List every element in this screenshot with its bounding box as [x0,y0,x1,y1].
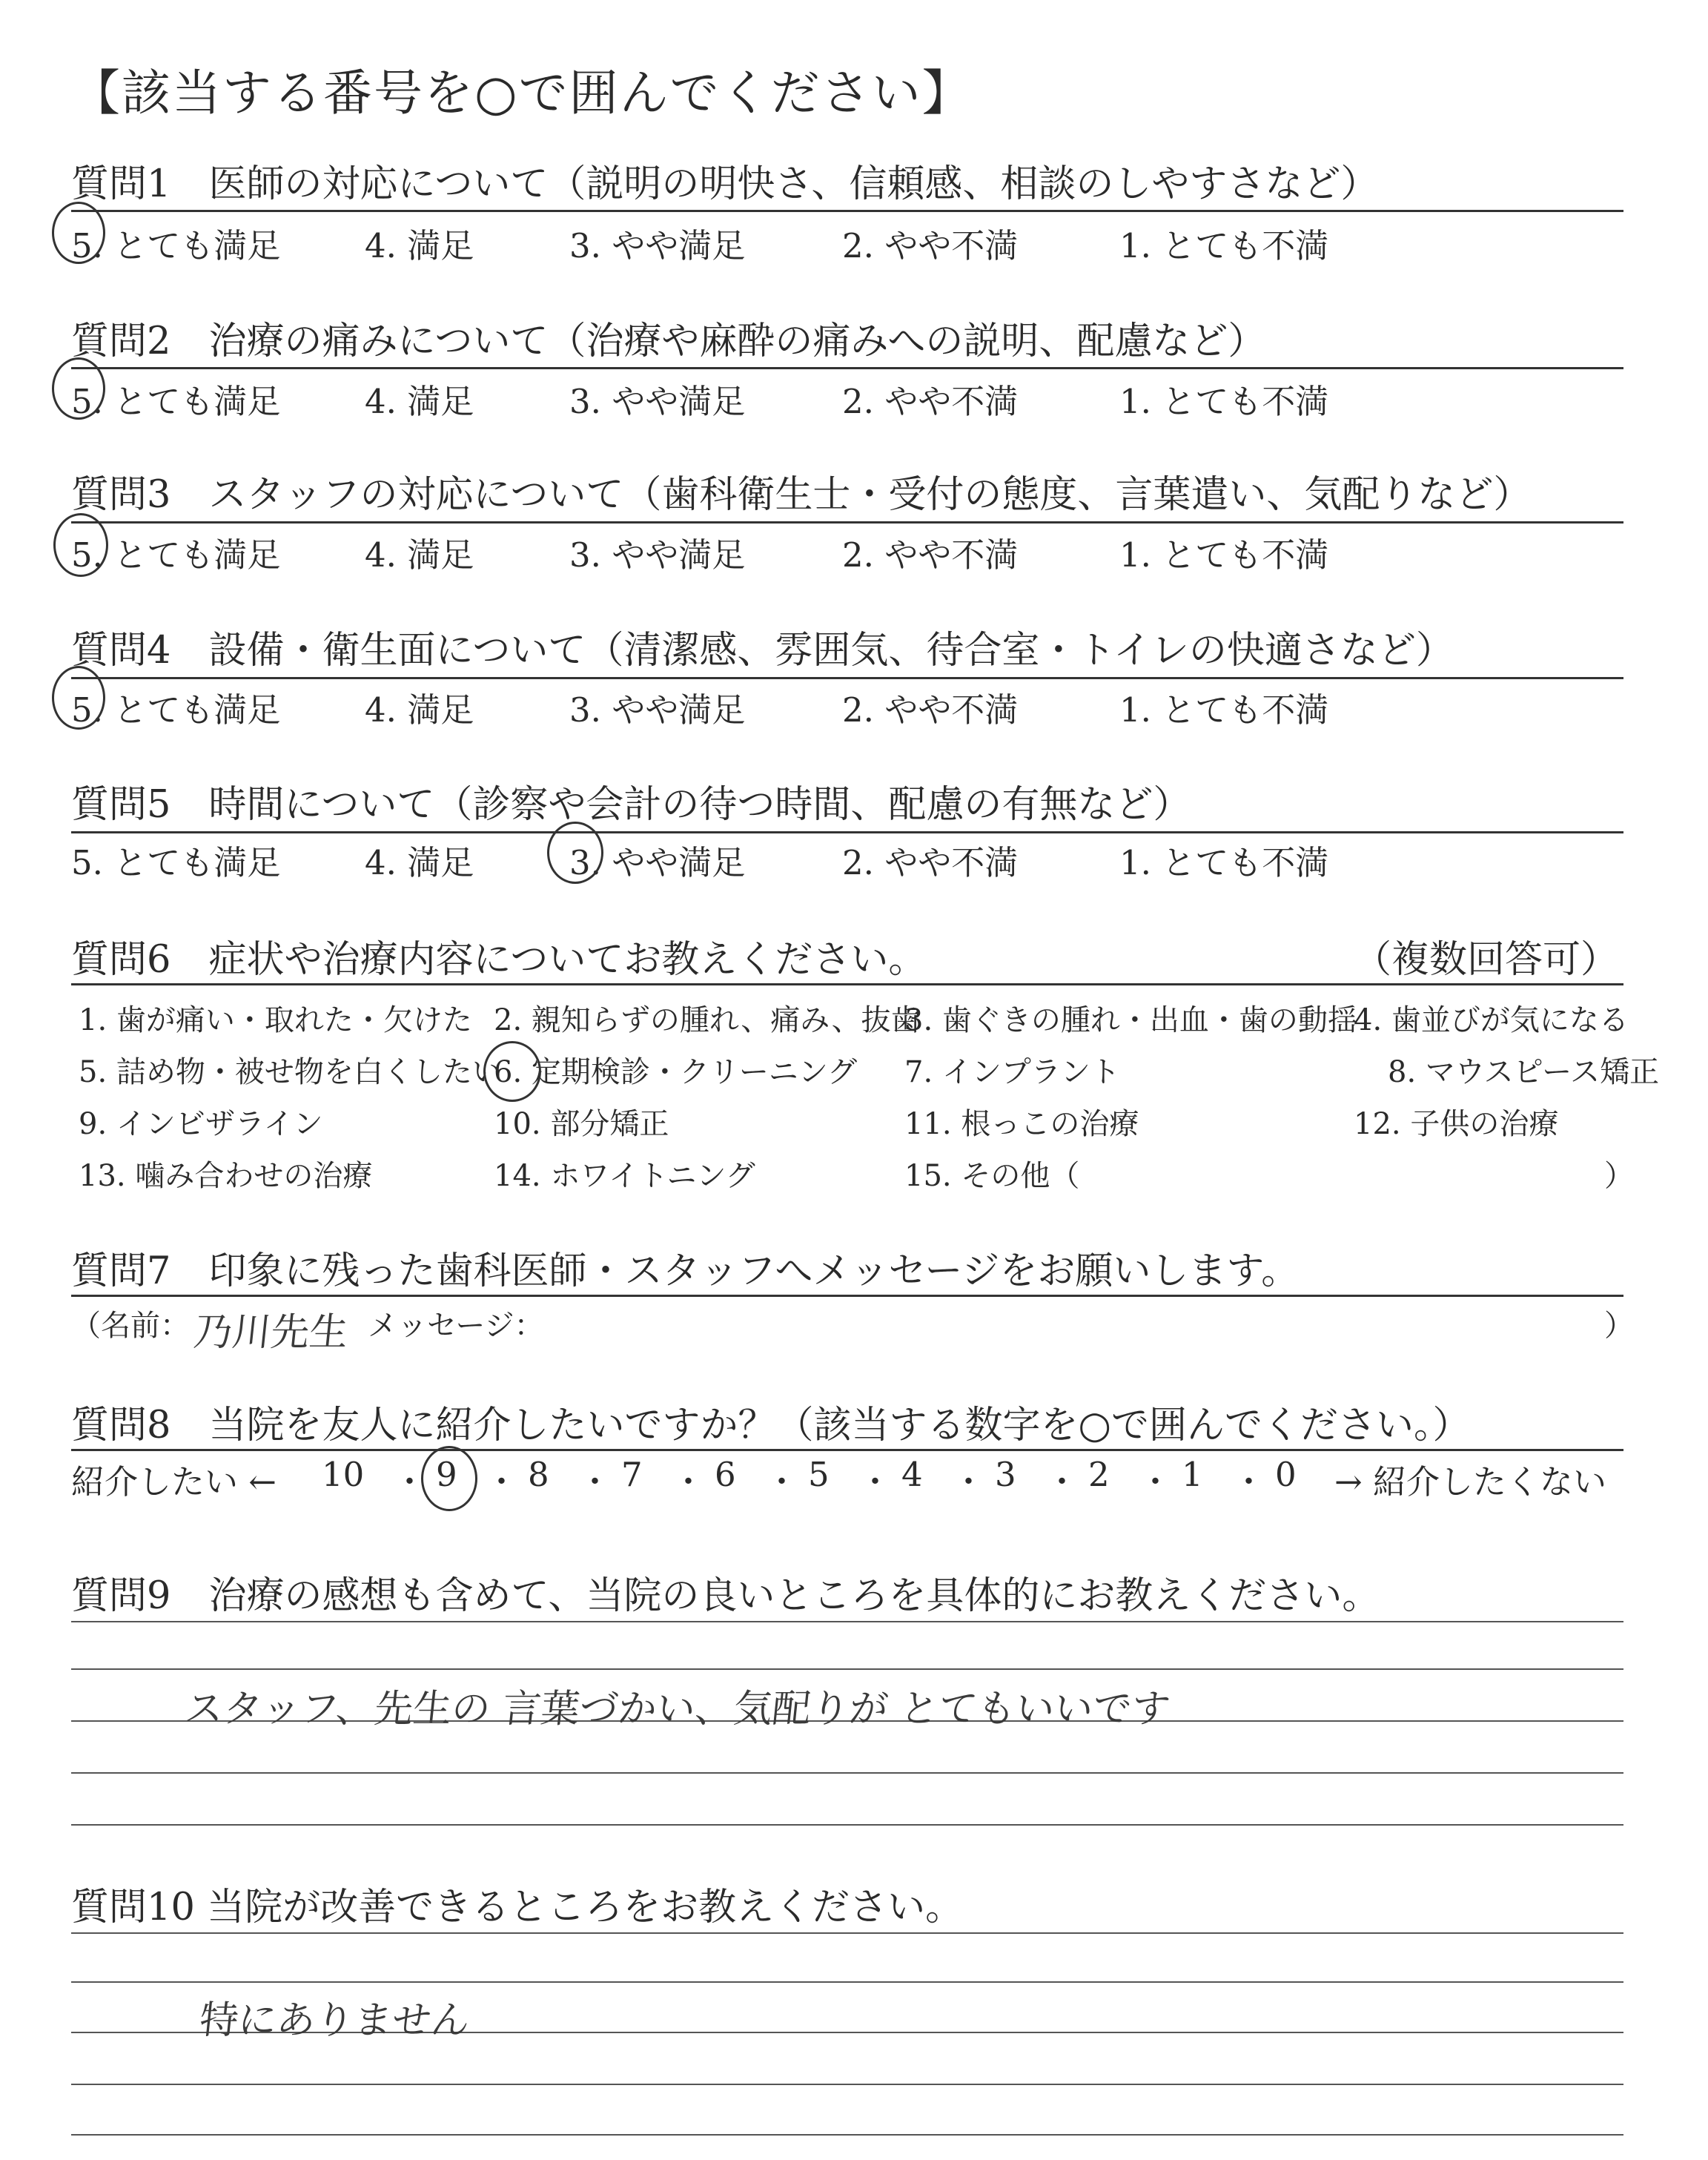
q8-scale-3[interactable]: 3 [995,1455,1016,1494]
q7-message-label: メッセージ： [368,1309,544,1343]
q7-name-label: （名前： [71,1309,190,1343]
q8-scale-0[interactable]: 0 [1275,1455,1297,1494]
q1-option-1[interactable]: 1. とても不満 [1119,226,1329,265]
q8-dot: ・ [393,1462,427,1502]
q2-title: 質問2 治療の痛みについて（治療や麻酔の痛みへの説明、配慮など） [71,320,1266,363]
q8-selection-circle [421,1446,477,1511]
q6-item-6[interactable]: 6. 定期検診・クリーニング [494,1055,858,1089]
q8-dot: ・ [1139,1462,1173,1502]
q5-option-2[interactable]: 2. やや不満 [842,843,1019,882]
q8-left-label: 紹介したい ← [71,1462,277,1502]
q9-line [71,1621,1623,1622]
q9-title: 質問9 治療の感想も含めて、当院の良いところを具体的にお教えください。 [71,1574,1380,1618]
q4-rule [71,677,1623,679]
q10-title: 質問10 当院が改善できるところをお教えください。 [71,1886,964,1929]
q3-option-3[interactable]: 3. やや満足 [569,535,746,575]
q3-option-5[interactable]: 5. とても満足 [71,535,281,575]
q7-rule [71,1295,1623,1297]
q4-option-2[interactable]: 2. やや不満 [842,690,1019,730]
q9-line [71,1668,1623,1670]
q4-option-3[interactable]: 3. やや満足 [569,690,746,730]
q9-line [71,1772,1623,1774]
q8-scale-4[interactable]: 4 [901,1455,923,1494]
q6-other-close-paren: ） [1604,1159,1634,1193]
q9-line [71,1824,1623,1826]
q2-rule [71,367,1623,369]
q6-item-11[interactable]: 11. 根っこの治療 [904,1107,1139,1141]
q1-rule [71,210,1623,212]
q2-option-2[interactable]: 2. やや不満 [842,382,1019,421]
q10-line [71,1932,1623,1934]
q6-item-3[interactable]: 3. 歯ぐきの腫れ・出血・歯の動揺 [904,1003,1357,1037]
q6-item-4[interactable]: 4. 歯並びが気になる [1354,1003,1629,1037]
q6-item-2[interactable]: 2. 親知らずの腫れ、痛み、抜歯 [494,1003,921,1037]
q6-item-1[interactable]: 1. 歯が痛い・取れた・欠けた [79,1003,472,1037]
q3-option-1[interactable]: 1. とても不満 [1119,535,1329,575]
q3-option-4[interactable]: 4. 満足 [365,535,474,575]
q9-handwritten-answer[interactable]: スタッフ、先生の 言葉づかい、気配りが とてもいいです [182,1687,1173,1731]
q1-title: 質問1 医師の対応について（説明の明快さ、信頼感、相談のしやすさなど） [71,162,1379,206]
q4-option-1[interactable]: 1. とても不満 [1119,690,1329,730]
q6-selection-circle [483,1041,541,1102]
q5-title: 質問5 時間について（診察や会計の待つ時間、配慮の有無など） [71,783,1191,827]
q8-dot: ・ [765,1462,799,1502]
q8-dot: ・ [672,1462,706,1502]
q6-item-5[interactable]: 5. 詰め物・被せ物を白くしたい [79,1055,502,1089]
q4-selection-circle [52,666,105,730]
q5-option-4[interactable]: 4. 満足 [365,843,474,882]
q6-item-10[interactable]: 10. 部分矯正 [494,1107,669,1141]
q6-item-14[interactable]: 14. ホワイトニング [494,1159,755,1193]
q2-option-1[interactable]: 1. とても不満 [1119,382,1329,421]
q7-title: 質問7 印象に残った歯科医師・スタッフへメッセージをお願いします。 [71,1249,1300,1293]
q2-option-3[interactable]: 3. やや満足 [569,382,746,421]
q10-line [71,2084,1623,2085]
q6-rule [71,983,1623,985]
q5-selection-circle [547,822,603,884]
q8-scale-8[interactable]: 8 [528,1455,549,1494]
q6-item-7[interactable]: 7. インプラント [904,1055,1120,1089]
q3-selection-circle [53,513,108,577]
q3-option-2[interactable]: 2. やや不満 [842,535,1019,575]
q8-scale-10[interactable]: 10 [322,1455,365,1494]
q3-rule [71,521,1623,524]
q8-scale-1[interactable]: 1 [1182,1455,1203,1494]
q8-dot: ・ [485,1462,519,1502]
q5-option-5[interactable]: 5. とても満足 [71,843,281,882]
q3-title: 質問3 スタッフの対応について（歯科衛生士・受付の態度、言葉遣い、気配りなど） [71,473,1532,517]
q8-rule [71,1449,1623,1451]
q10-line [71,1981,1623,1983]
q2-option-5[interactable]: 5. とても満足 [71,382,281,421]
q8-dot: ・ [578,1462,612,1502]
q10-handwritten-answer[interactable]: 特にありません [197,1998,472,2043]
q6-multiple-note: （複数回答可） [1354,938,1619,982]
q5-rule [71,831,1623,833]
q4-title: 質問4 設備・衛生面について（清潔感、雰囲気、待合室・トイレの快適さなど） [71,629,1454,673]
q8-dot: ・ [1045,1462,1079,1502]
q2-selection-circle [52,357,105,420]
q8-scale-5[interactable]: 5 [808,1455,830,1494]
q6-item-13[interactable]: 13. 噛み合わせの治療 [79,1159,373,1193]
q4-option-4[interactable]: 4. 満足 [365,690,474,730]
q2-option-4[interactable]: 4. 満足 [365,382,474,421]
q5-option-3[interactable]: 3. やや満足 [569,843,746,882]
q5-option-1[interactable]: 1. とても不満 [1119,843,1329,882]
q1-option-2[interactable]: 2. やや不満 [842,226,1019,265]
q6-item-9[interactable]: 9. インビザライン [79,1107,323,1141]
instruction-heading: 【該当する番号を○で囲んでください】 [71,65,973,122]
q10-line [71,2134,1623,2136]
q4-option-5[interactable]: 5. とても満足 [71,690,281,730]
q6-item-15[interactable]: 15. その他（ [904,1159,1080,1193]
q8-dot: ・ [858,1462,893,1502]
q6-title: 質問6 症状や治療内容についてお教えください。 [71,938,927,982]
q8-scale-2[interactable]: 2 [1088,1455,1110,1494]
q1-option-5[interactable]: 5. とても満足 [71,226,281,265]
q7-name-handwritten[interactable]: 乃川先生 [191,1310,351,1355]
q6-item-12[interactable]: 12. 子供の治療 [1354,1107,1559,1141]
q1-option-3[interactable]: 3. やや満足 [569,226,746,265]
q8-scale-6[interactable]: 6 [715,1455,736,1494]
q1-option-4[interactable]: 4. 満足 [365,226,474,265]
q8-scale-7[interactable]: 7 [621,1455,643,1494]
q8-title: 質問8 当院を友人に紹介したいですか？（該当する数字を○で囲んでください。） [71,1404,1471,1447]
q8-right-label: → 紹介したくない [1334,1462,1607,1502]
q1-selection-circle [52,202,105,264]
q8-scale-9[interactable]: 9 [436,1455,457,1494]
q8-dot: ・ [1232,1462,1266,1502]
q8-dot: ・ [952,1462,986,1502]
q6-item-8[interactable]: 8. マウスピース矯正 [1388,1055,1660,1089]
q7-close-paren: ） [1604,1309,1634,1343]
